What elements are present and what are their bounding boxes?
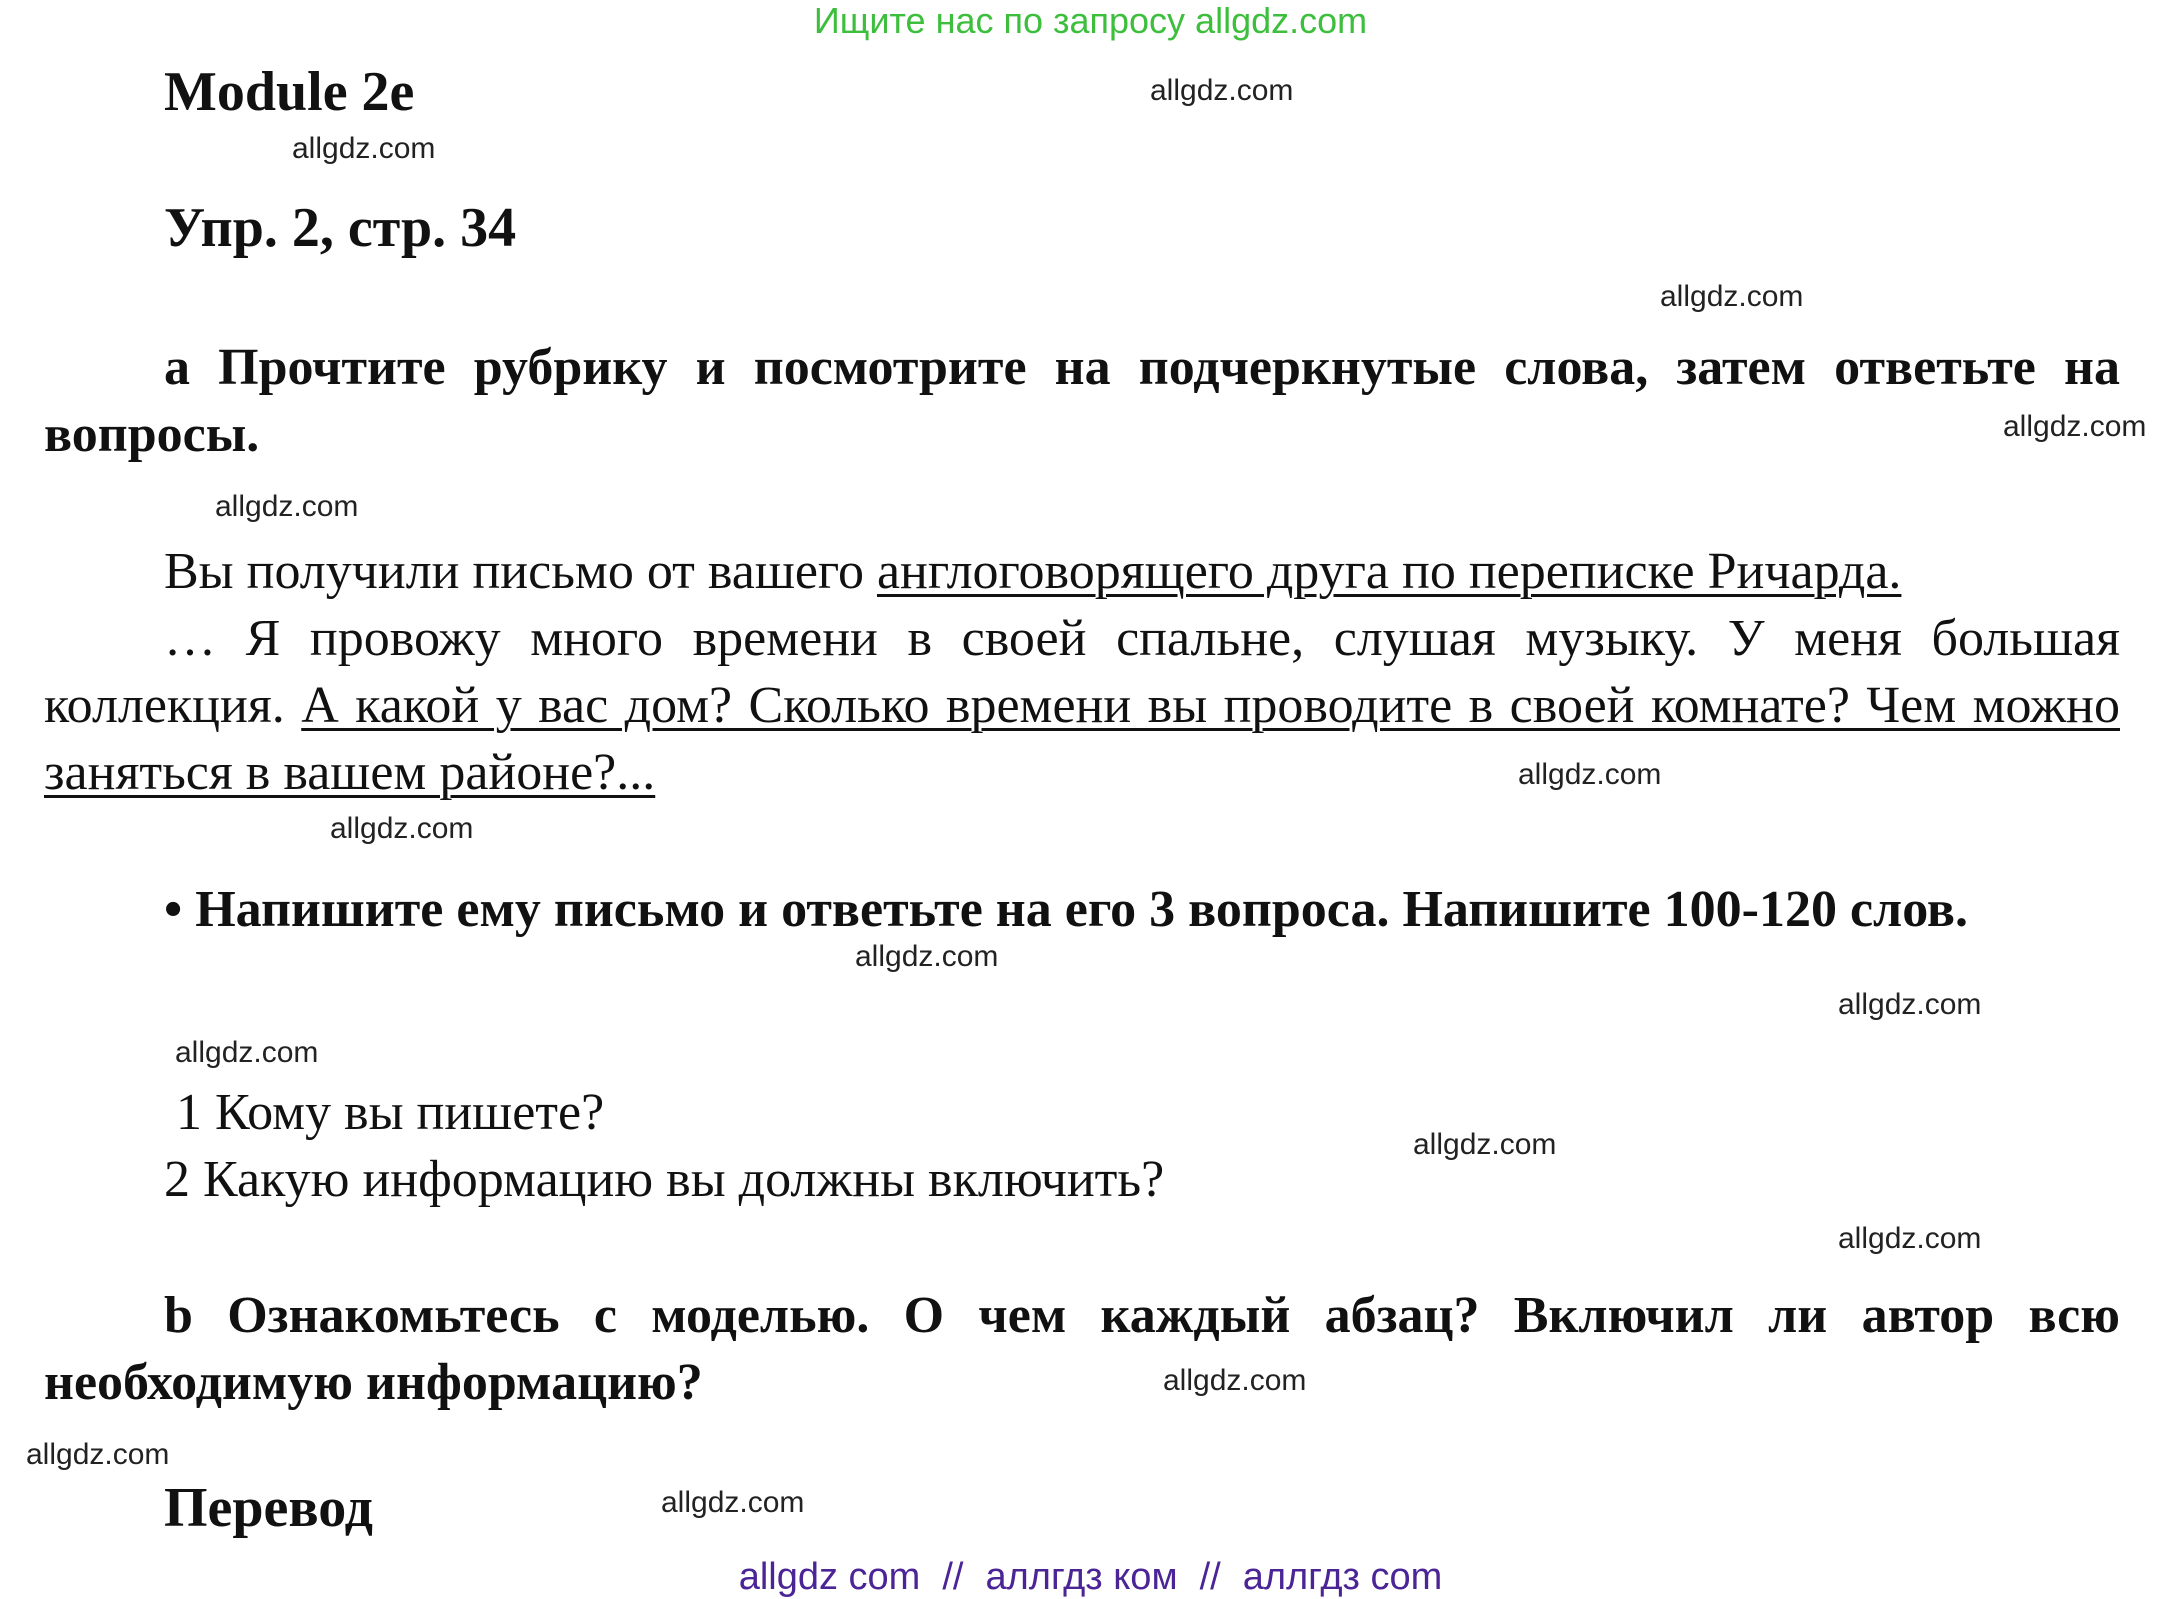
top-banner: Ищите нас по запросу allgdz.com [813, 0, 1368, 41]
watermark: allgdz.com [1838, 988, 1982, 1021]
watermark: allgdz.com [215, 490, 359, 523]
watermark: allgdz.com [1838, 1222, 1982, 1255]
footer-link-allgdz[interactable]: allgdz com [738, 1556, 921, 1598]
question-1: 1 Кому вы пишете? [176, 1084, 605, 1141]
task-a: a Прочтите рубрику и посмотрите на подчеркнутые слова, затем ответьте на вопросы. [44, 339, 2120, 463]
task-bullet: • Напишите ему письмо и ответьте на его 3 вопроса. Напишите 100-120 слов. [164, 881, 1968, 938]
watermark: allgdz.com [175, 1036, 319, 1069]
footer-separator: // [942, 1556, 964, 1598]
watermark: allgdz.com [1413, 1128, 1557, 1161]
watermark: allgdz.com [26, 1438, 170, 1471]
task-b: b Ознакомьтесь с моделью. О чем каждый абзац? Включил ли автор всю необходимую информацию? [44, 1287, 2120, 1411]
footer-links [0, 1556, 2181, 1599]
letter-intro [44, 538, 2120, 605]
watermark: allgdz.com [1518, 758, 1662, 791]
question-2: 2 Какую информацию вы должны включить? [164, 1151, 1165, 1208]
watermark: allgdz.com [292, 132, 436, 165]
watermark: allgdz.com [2003, 410, 2147, 443]
letter-intro-text: Вы получили письмо от вашего [164, 543, 877, 600]
watermark: allgdz.com [1163, 1364, 1307, 1397]
letter-questions-underlined: А какой у вас дом? Сколько времени вы проводите в своей комнате? Чем можно заняться в вашем районе?... [44, 677, 2120, 801]
footer-link-allgdz-kom[interactable]: аллгдз ком [985, 1556, 1178, 1598]
module-title: Module 2e [164, 61, 415, 123]
watermark: allgdz.com [855, 940, 999, 973]
exercise-title: Упр. 2, стр. 34 [164, 197, 517, 259]
footer-link-allgdz-com[interactable]: аллгдз com [1242, 1556, 1443, 1598]
watermark: allgdz.com [1660, 280, 1804, 313]
footer-separator: // [1199, 1556, 1221, 1598]
letter-body-text: … Я провожу много времени в своей спальне, слушая музыку. У меня большая коллекция. [44, 610, 2120, 734]
watermark: allgdz.com [330, 812, 474, 845]
letter-body [44, 605, 2120, 806]
watermark: allgdz.com [661, 1486, 805, 1519]
watermark: allgdz.com [1150, 74, 1294, 107]
letter-intro-underlined: англоговорящего друга по переписке Ричарда. [876, 543, 1902, 600]
translation-heading: Перевод [164, 1477, 373, 1539]
